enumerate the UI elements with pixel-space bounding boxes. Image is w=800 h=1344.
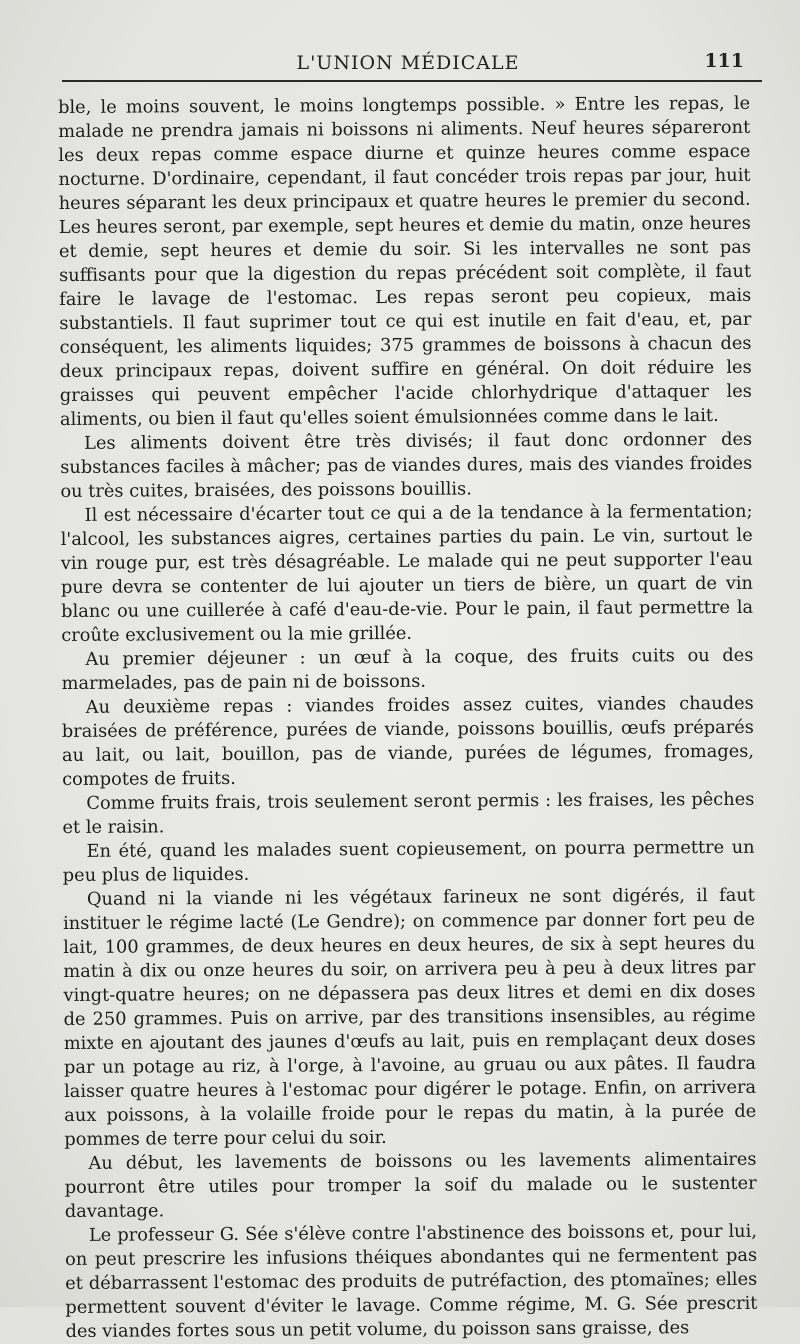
header-rule <box>62 80 762 82</box>
page-number: 111 <box>704 50 744 72</box>
paragraph-milk-diet: Quand ni la viande ni les végétaux farineux ne sont digérés, il faut instituer le régime lacté (Le Gendre); on commence par donner fort peu de lait, 100 grammes, de deux heures en deux heures, de six à sept heures du matin à dix ou onze heures du soir, on arrivera peu à peu à deux litres par vingt-quatre heures; on ne dépassera pas deux litres et demi en dix doses de 250 grammes. Puis on arrive, par des transitions insensibles, au régime mixte en ajoutant des jaunes d'œufs au lait, puis en remplaçant deux doses par un potage au riz, à l'orge, à l'avoine, au gruau ou aux pâtes. Il faudra laisser quatre heures à l'estomac pour digérer le potage. Enfin, on arrivera aux poissons, à la volaille froide pour le repas du matin, à la purée de pommes de terre pour celui du soir. <box>62 884 757 1150</box>
paragraph-enemas: Au début, les lavements de boissons ou les lavements alimentaires pourront être utiles pour tromper la soif du malade ou le sustenter davantage. <box>64 1148 757 1222</box>
paragraph-meal-schedule: ble, le moins souvent, le moins longtemps possible. » Entre les repas, le malade ne prendra jamais ni boissons ni aliments. Neuf heures sépareront les deux repas comme espace diurne et quinze heures comme espace nocturne. D'ordinaire, cependant, il faut concéder trois repas par jour, huit heures séparant les deux principaux et quatre heures le premier du second. Les heures seront, par exemple, sept heures et demie du matin, onze heures et demie, sept heures et demie du soir. Si les intervalles ne sont pas suffisants pour que la digestion du repas précédent soit complète, il faut faire le lavage de l'estomac. Les repas seront peu copieux, mais substantiels. Il faut suprimer tout ce qui est inutile en fait d'eau, et, par conséquent, les aliments liquides; 375 grammes de boissons à chacun des deux principaux repas, doivent suffire en général. On doit réduire les graisses qui peuvent empêcher l'acide chlorhydrique d'attaquer les aliments, ou bien il faut qu'elles soient émulsionnées comme dans le lait. <box>58 92 752 430</box>
paragraph-fresh-fruits: Comme fruits frais, trois seulement seront permis : les fraises, les pêches et le raisin. <box>62 788 755 838</box>
body-text <box>58 92 758 1344</box>
page-header <box>56 48 760 78</box>
paragraph-summer-liquids: En été, quand les malades suent copieusement, on pourra permettre un peu plus de liquides. <box>62 836 755 886</box>
running-title: L'UNION MÉDICALE <box>296 52 520 74</box>
paragraph-divided-food: Les aliments doivent être très divisés; il faut donc ordonner des substances faciles à mâcher; pas de viandes dures, mais des viandes froides ou très cuites, braisées, des poissons bouillis. <box>60 428 753 502</box>
paragraph-first-breakfast: Au premier déjeuner : un œuf à la coque, des fruits cuits ou des marmelades, pas de pain ni de boissons. <box>61 644 754 694</box>
paragraph-second-meal: Au deuxième repas : viandes froides assez cuites, viandes chaudes braisées de préférence, purées de viande, poissons bouillis, œufs préparés au lait, ou lait, bouillon, pas de viande, purées de légumes, fromages, compotes de fruits. <box>61 692 755 790</box>
paragraph-professor-see: Le professeur G. Sée s'élève contre l'abstinence des boissons et, pour lui, on peut prescrire les infusions théiques abondantes qui ne fermentent pas et débarrassent l'estomac des produits de putréfaction, des ptomaïnes; elles permettent souvent d'éviter le lavage. Comme régime, M. G. Sée prescrit des viandes fortes sous un petit volume, du poisson sans graisse, des <box>65 1220 758 1342</box>
paragraph-fermentation: Il est nécessaire d'écarter tout ce qui a de la tendance à la fermentation; l'alcool, les substances aigres, certaines parties du pain. Le vin, surtout le vin rouge pur, est très désagréable. Le malade qui ne peut supporter l'eau pure devra se contenter de lui ajouter un tiers de bière, un quart de vin blanc ou une cuillerée à café d'eau-de-vie. Pour le pain, il faut permettre la croûte exclusivement ou la mie grillée. <box>60 500 754 646</box>
